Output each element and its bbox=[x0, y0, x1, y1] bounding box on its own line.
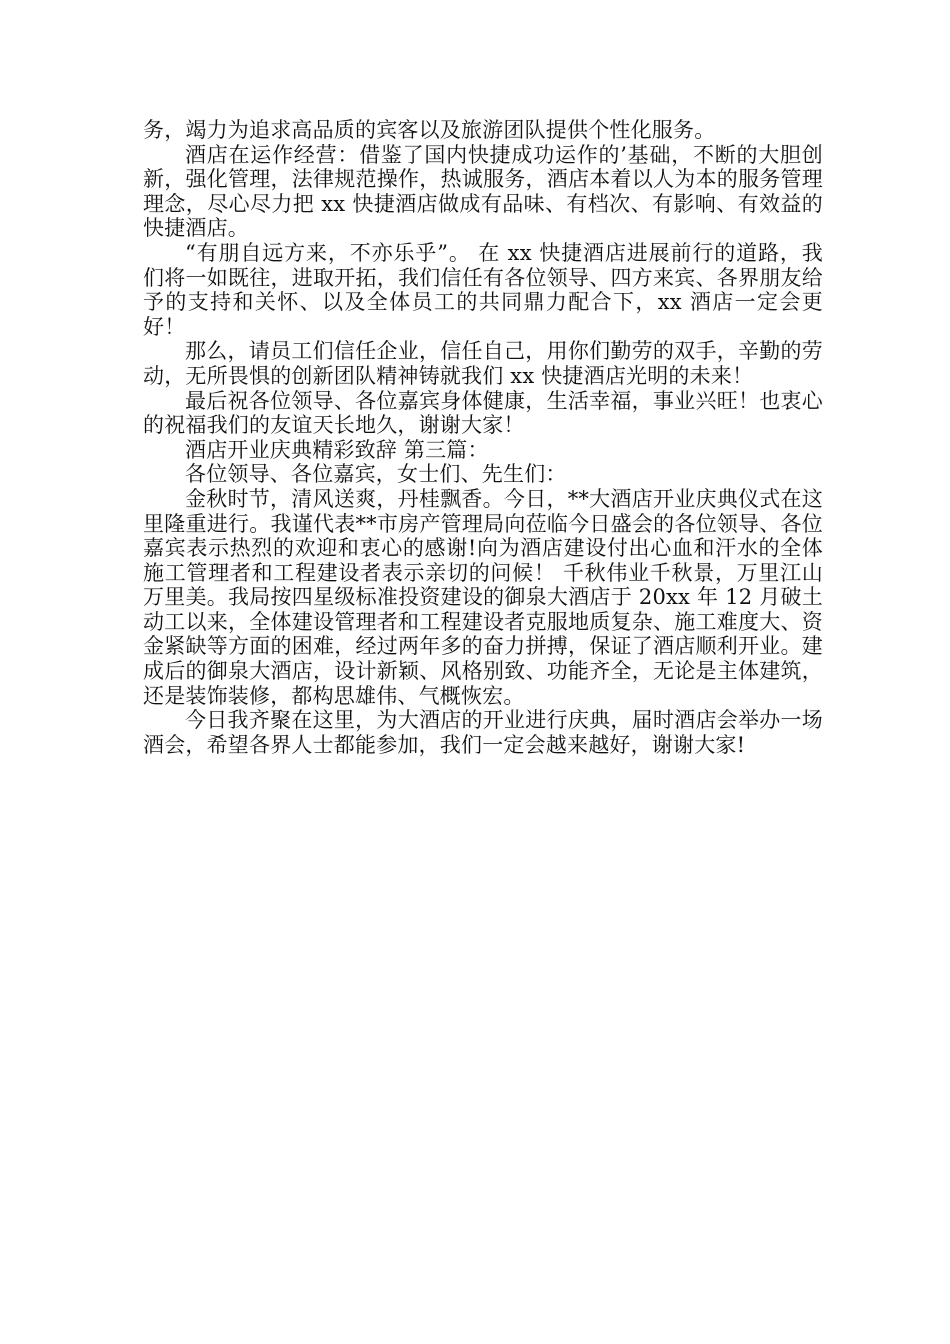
paragraph-gathering: 今日我齐聚在这里，为大酒店的开业进行庆典，届时酒店会举办一场酒会，希望各界人士都能参加，我们一定会越来越好，谢谢大家! bbox=[143, 708, 823, 757]
paragraph-friends-quote: “有朋自远方来，不亦乐乎”。 在 xx 快捷酒店进展前行的道路，我们将一如既往，进取开拓，我们信任有各位领导、四方来宾、各界朋友给予的支持和关怀、以及全体员工的共同鼎力配合下，xx 酒店一定会更好！ bbox=[143, 240, 823, 339]
paragraph-opening-ceremony: 金秋时节，清风送爽，丹桂飘香。今日，**大酒店开业庆典仪式在这里隆重进行。我谨代表**市房产管理局向莅临今日盛会的各位领导、各位嘉宾表示热烈的欢迎和衷心的感谢!向为酒店建设付出心血和汗水的全体施工管理者和工程建设者表示亲切的问候！ 千秋伟业千秋景，万里江山万里美。我局按四星级标准投资建设的御泉大酒店于 20xx 年 12 月破土动工以来，全体建设管理者和工程建设者克服地质复杂、施工难度大、资金紧缺等方面的困难，经过两年多的奋力拼搏，保证了酒店顺利开业。建成后的御泉大酒店，设计新颖、风格别致、功能齐全，无论是主体建筑，还是装饰装修，都构思雄伟、气概恢宏。 bbox=[143, 486, 823, 708]
paragraph-continuation: 务，竭力为追求高品质的宾客以及旅游团队提供个性化服务。 bbox=[143, 118, 716, 142]
paragraph-closing-wishes: 最后祝各位领导、各位嘉宾身体健康，生活幸福，事业兴旺！也衷心的祝福我们的友谊天长地久，谢谢大家！ bbox=[143, 388, 823, 438]
paragraph-operation: 酒店在运作经营：借鉴了国内快捷成功运作的’基础，不断的大胆创新，强化管理，法律规范操作，热诚服务，酒店本着以人为本的服务管理理念，尽心尽力把 xx 快捷酒店做成有品味、有档次、有影响、有效益的快捷酒店。 bbox=[143, 142, 823, 241]
section-heading: 酒店开业庆典精彩致辞 第三篇： bbox=[185, 437, 489, 462]
salutation: 各位领导、各位嘉宾，女士们、先生们： bbox=[185, 462, 567, 487]
paragraph-employees: 那么，请员工们信任企业，信任自己，用你们勤劳的双手，辛勤的劳动，无所畏惧的创新团队精神铸就我们 xx 快捷酒店光明的未来！ bbox=[143, 339, 823, 388]
document-body bbox=[143, 118, 823, 757]
